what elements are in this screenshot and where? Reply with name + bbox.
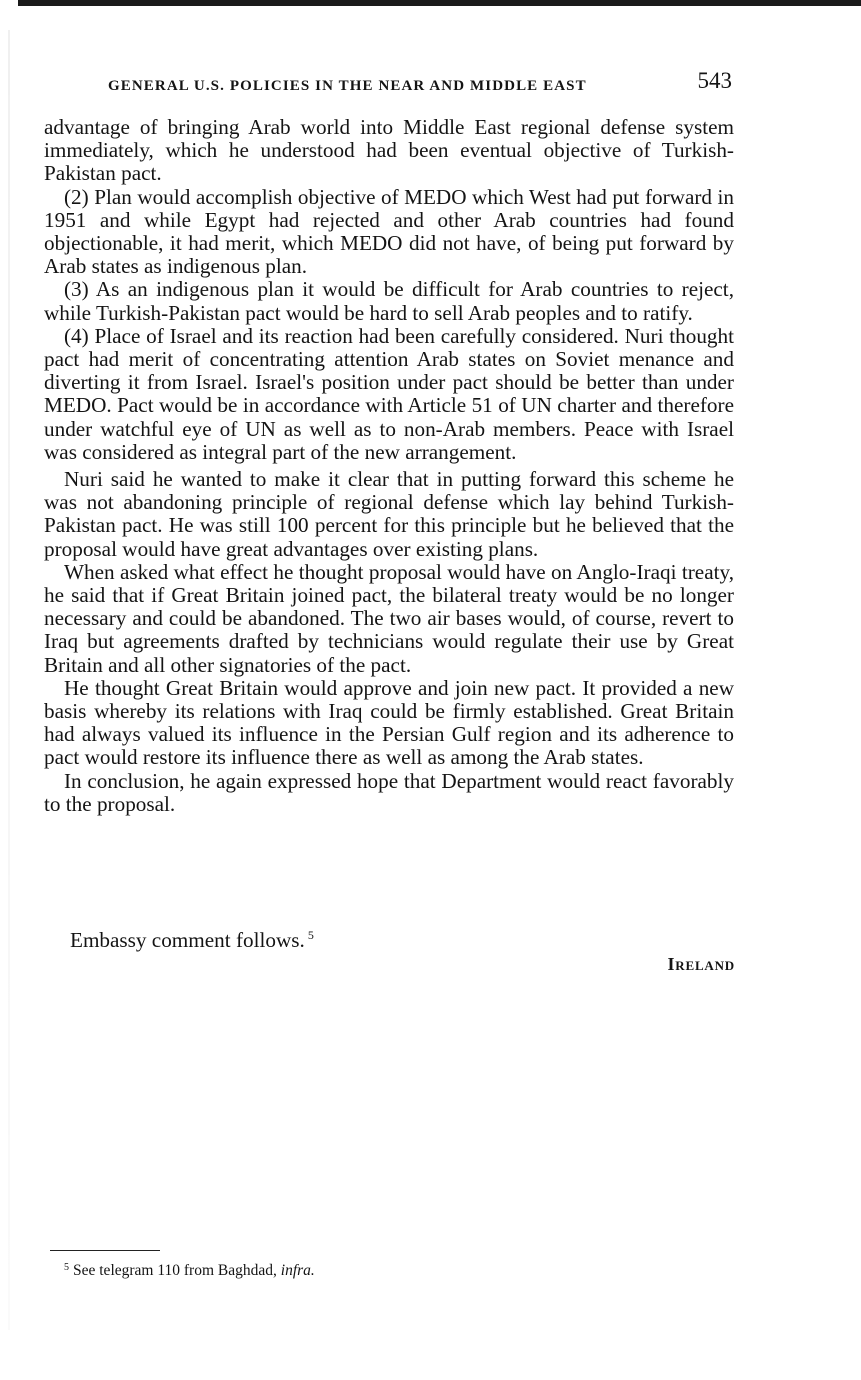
paragraph-continuation: advantage of bringing Arab world into Middle East regional defense system immediately, which he understood had been eventual objective of Turkish-Pakistan pact. [44,115,734,186]
footnote [64,1262,315,1280]
paragraph-point-2: (2) Plan would accomplish objective of MEDO which West had put forward in 1951 and while Egypt had rejected and other Arab countries had found objectionable, it had merit, which MEDO did not have, of being put forward by Arab states as indigenous plan. [44,184,734,279]
footnote-divider [50,1250,160,1251]
footnote-text: See telegram 110 from Baghdad, [73,1262,277,1279]
paragraph-point-4: (4) Place of Israel and its reaction had been carefully considered. Nuri thought pact had merit of concentrating attention Arab states on Soviet menance and diverting it from Israel. Israel's position under pact should be better than under MEDO. Pact would be in accordance with Article 51 of UN charter and therefore under watchful eye of UN as well as to non-Arab members. Peace with Israel was considered as integral part of the new arrangement. [44,323,734,464]
paragraph-conclusion: In conclusion, he again expressed hope that Department would react favorably to the proposal. [44,768,734,816]
paragraph-point-3: (3) As an indigenous plan it would be difficult for Arab countries to reject, while Turkish-Pakistan pact would be hard to sell Arab peoples and to ratify. [44,277,734,325]
footnote-marker: 5 [64,1262,69,1273]
footnote-reference: 5 [307,928,314,942]
footnote-emphasis: infra. [280,1262,315,1279]
running-header [108,66,732,96]
embassy-comment [70,928,314,953]
paragraph-great-britain: He thought Great Britain would approve and join new pact. It provided a new basis whereby its relations with Iraq could be firmly established. Great Britain had always valued its influence in the Persian Gulf region and its adherence to pact would restore its influence there as well as among the Arab states. [44,675,734,770]
page-edge-shadow [8,30,10,1330]
page-number: 543 [697,68,732,93]
top-border-rule [18,0,861,6]
signature: Ireland [667,954,735,974]
body-text [44,116,734,816]
paragraph-nuri-scheme: Nuri said he wanted to make it clear that in putting forward this scheme he was not abandoning principle of regional defense which lay behind Turkish-Pakistan pact. He was still 100 percent for this principle but he believed that the proposal would have great advantages over existing plans. [44,467,734,561]
header-title: GENERAL U.S. POLICIES IN THE NEAR AND MIDDLE EAST [108,78,587,94]
paragraph-anglo-iraqi-treaty: When asked what effect he thought proposal would have on Anglo-Iraqi treaty, he said that if Great Britain joined pact, the bilateral treaty would be no longer necessary and could be abandoned. The two air bases would, of course, revert to Iraq but agreements drafted by technicians would regulate their use by Great Britain and all other signatories of the pact. [44,559,734,677]
embassy-comment-text: Embassy comment follows. [70,928,305,952]
